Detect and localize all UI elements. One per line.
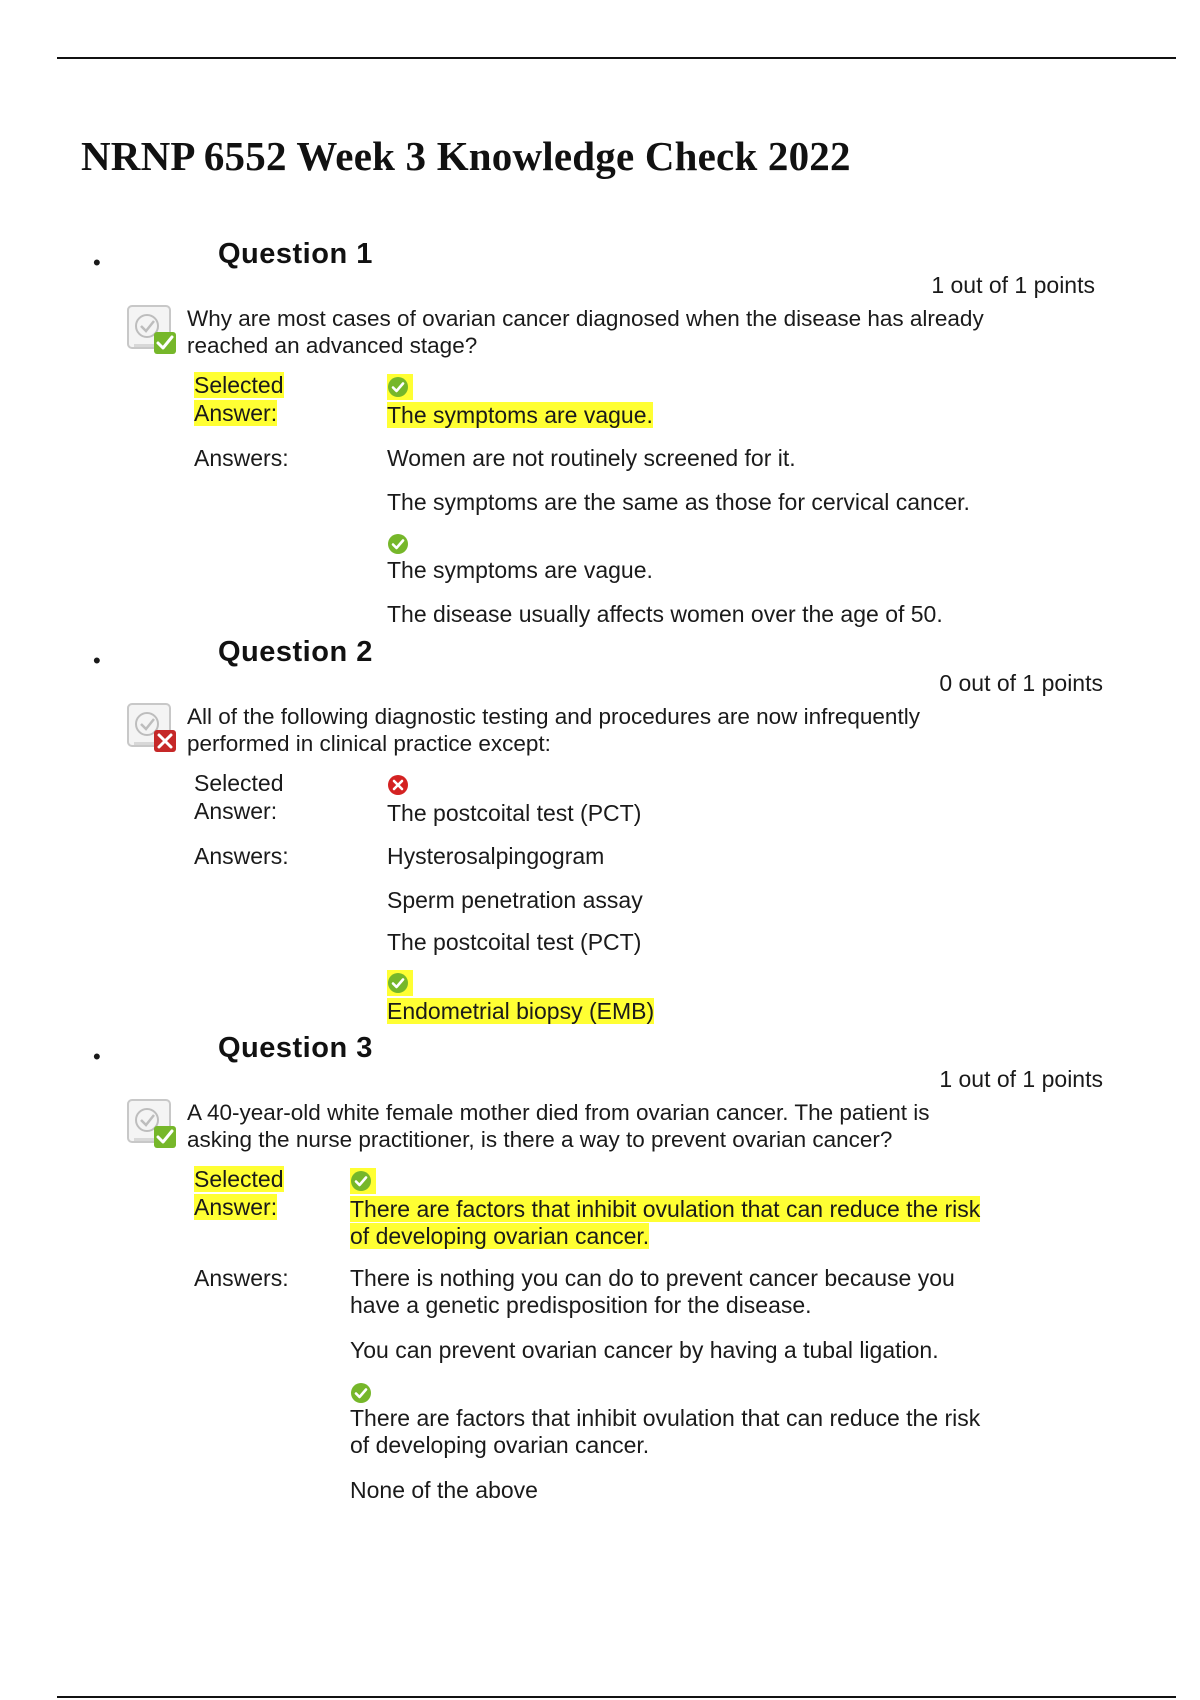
- incorrect-x-icon: [387, 774, 409, 796]
- question-text: [187, 305, 1067, 359]
- answer-option: There is nothing you can do to prevent cancer because you have a genetic predisposition for the disease.: [350, 1265, 955, 1318]
- question-3: [0, 1032, 1200, 1503]
- question-points: 1 out of 1 points: [931, 272, 1095, 298]
- correct-check-icon: [350, 1382, 372, 1404]
- document-title: NRNP 6552 Week 3 Knowledge Check 2022: [81, 133, 851, 179]
- correct-check-icon: [387, 376, 409, 398]
- question-heading: Question 2: [218, 636, 373, 668]
- question-heading: Question 1: [218, 238, 373, 270]
- selected-answer-label: [194, 1165, 284, 1221]
- answer-option: You can prevent ovarian cancer by having a tubal ligation.: [350, 1337, 939, 1363]
- answer-option: Women are not routinely screened for it.: [387, 445, 796, 471]
- question-heading: Question 3: [218, 1032, 373, 1064]
- question-text: [187, 1099, 1067, 1153]
- selected-answer: There are factors that inhibit ovulation that can reduce the risk of developing ovarian cancer.: [350, 1196, 981, 1249]
- answer-option-correct: Endometrial biopsy (EMB): [387, 998, 655, 1024]
- selected-answer-label: [194, 371, 284, 427]
- bullet: •: [93, 250, 101, 275]
- answer-label: Answer:: [194, 400, 278, 426]
- answers-label: Answers:: [194, 843, 289, 869]
- question-text-line: reached an advanced stage?: [187, 333, 478, 358]
- bottom-rule: [57, 1696, 1176, 1698]
- question-points: 0 out of 1 points: [939, 670, 1103, 696]
- answer-option: The disease usually affects women over the age of 50.: [387, 601, 943, 627]
- question-text-line: performed in clinical practice except:: [187, 731, 551, 756]
- correct-check-icon: [387, 972, 409, 994]
- question-text-line: asking the nurse practitioner, is there a way to prevent ovarian cancer?: [187, 1127, 893, 1152]
- bullet: •: [93, 648, 101, 673]
- selected-answer: The postcoital test (PCT): [387, 800, 642, 826]
- selected-label: Selected: [194, 372, 284, 398]
- graded-incorrect-icon: [126, 702, 178, 754]
- answer-option: Hysterosalpingogram: [387, 843, 605, 869]
- question-1: [0, 238, 1200, 638]
- answer-option: The postcoital test (PCT): [387, 929, 642, 955]
- answer-option: None of the above: [350, 1477, 538, 1503]
- correct-check-icon: [350, 1170, 372, 1192]
- answers-label: Answers:: [194, 445, 289, 471]
- answers-label: Answers:: [194, 1265, 289, 1291]
- answer-option: The symptoms are the same as those for cervical cancer.: [387, 489, 970, 515]
- answer-label: Answer:: [194, 798, 278, 824]
- selected-answer-label: [194, 769, 284, 825]
- selected-label: Selected: [194, 770, 284, 796]
- question-text: [187, 703, 1067, 757]
- bullet: •: [93, 1044, 101, 1069]
- answer-option: Sperm penetration assay: [387, 887, 643, 913]
- graded-correct-icon: [126, 1098, 178, 1150]
- correct-check-icon: [387, 533, 409, 555]
- graded-correct-icon: [126, 304, 178, 356]
- answer-option-correct: There are factors that inhibit ovulation that can reduce the risk of developing ovarian cancer.: [350, 1405, 981, 1458]
- selected-label: Selected: [194, 1166, 284, 1192]
- top-rule: [57, 57, 1176, 59]
- question-text-line: A 40-year-old white female mother died from ovarian cancer. The patient is: [187, 1100, 930, 1125]
- answer-option-correct: The symptoms are vague.: [387, 557, 653, 583]
- question-text-line: Why are most cases of ovarian cancer diagnosed when the disease has already: [187, 306, 984, 331]
- question-2: [0, 636, 1200, 1036]
- question-points: 1 out of 1 points: [939, 1066, 1103, 1092]
- selected-answer: The symptoms are vague.: [387, 402, 653, 428]
- question-text-line: All of the following diagnostic testing and procedures are now infrequently: [187, 704, 920, 729]
- answer-label: Answer:: [194, 1194, 278, 1220]
